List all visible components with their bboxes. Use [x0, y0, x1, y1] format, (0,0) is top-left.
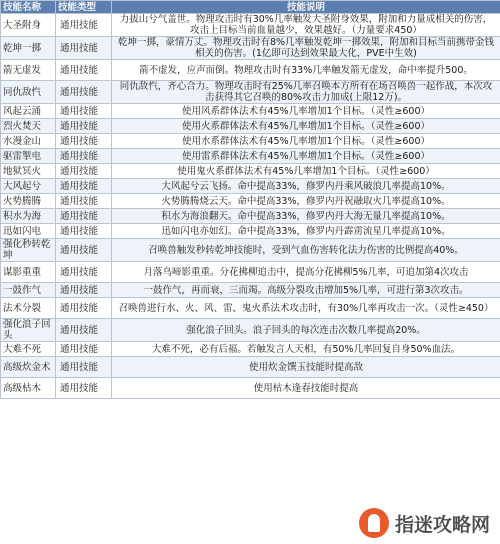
table-row	[1, 283, 500, 298]
header-skill-name: 技能名称	[1, 1, 56, 14]
watermark-text: 指迷攻略网	[394, 513, 490, 536]
skill-type-cell: 通用技能	[56, 37, 112, 60]
skill-type-cell: 通用技能	[56, 104, 112, 119]
skill-desc-cell: 强化浪子回头。浪子回头的每次连击次数几率提高20%。	[112, 319, 500, 342]
skill-name-cell: 乾坤一掷	[1, 37, 56, 60]
table-row	[1, 194, 500, 209]
header-skill-desc: 技能说明	[112, 1, 500, 14]
skill-type-cell: 通用技能	[56, 224, 112, 239]
skill-name-cell: 高级炊金术	[1, 357, 56, 378]
skill-desc-cell: 使用水系群体法术有45%几率增加1个目标。（灵性≥600）	[112, 134, 500, 149]
skill-type-cell: 通用技能	[56, 81, 112, 104]
table-row	[1, 149, 500, 164]
skill-name-cell: 大风起兮	[1, 179, 56, 194]
skill-desc-cell: 同仇敌忾，齐心合力。物理攻击时有25%几率召唤本方所有在场召唤兽一起作战，本次攻击获得其它召唤的80%攻击力加成(上限12万)。	[112, 81, 500, 104]
skill-type-cell: 通用技能	[56, 357, 112, 378]
table-row	[1, 262, 500, 283]
table-row	[1, 239, 500, 262]
skill-type-cell: 通用技能	[56, 14, 112, 37]
table-row	[1, 342, 500, 357]
skill-desc-cell: 召唤兽触发秒转乾坤技能时，受到气血伤害转化法力伤害的比例提高40%。	[112, 239, 500, 262]
table-row	[1, 357, 500, 378]
skill-desc-cell: 使用风系群体法术有45%几率增加1个目标。（灵性≥600）	[112, 104, 500, 119]
skill-type-cell: 通用技能	[56, 262, 112, 283]
skill-name-cell: 地狱冥火	[1, 164, 56, 179]
table-row	[1, 164, 500, 179]
skill-name-cell: 水漫金山	[1, 134, 56, 149]
skill-desc-cell: 火势腾腾烧云天。命中提高33%，修罗内丹祝融取火几率提高10%。	[112, 194, 500, 209]
table-row	[1, 378, 500, 399]
skill-desc-cell: 大风起兮云飞扬。命中提高33%，修罗内丹乘风破浪几率提高10%。	[112, 179, 500, 194]
skill-type-cell: 通用技能	[56, 283, 112, 298]
table-row	[1, 209, 500, 224]
skill-name-cell: 迅如闪电	[1, 224, 56, 239]
skill-type-cell: 通用技能	[56, 342, 112, 357]
table-row	[1, 134, 500, 149]
skill-type-cell: 通用技能	[56, 378, 112, 399]
skill-name-cell: 强化浪子回头	[1, 319, 56, 342]
table-row	[1, 81, 500, 104]
skill-name-cell: 火势腾腾	[1, 194, 56, 209]
skill-name-cell: 驱雷掣电	[1, 149, 56, 164]
table-row	[1, 298, 500, 319]
skill-type-cell: 通用技能	[56, 179, 112, 194]
skill-name-cell: 一鼓作气	[1, 283, 56, 298]
skill-type-cell: 通用技能	[56, 239, 112, 262]
skill-type-cell: 通用技能	[56, 119, 112, 134]
skill-name-cell: 强化秒转乾坤	[1, 239, 56, 262]
skill-type-cell: 通用技能	[56, 194, 112, 209]
table-row	[1, 60, 500, 81]
skill-name-cell: 大难不死	[1, 342, 56, 357]
skill-desc-cell: 箭不虚发，应声而倒。物理攻击时有33%几率触发箭无虚发，命中率提升500。	[112, 60, 500, 81]
skill-name-cell: 谋影重重	[1, 262, 56, 283]
skill-desc-cell: 使用鬼火系群体法术有45%几率增加1个目标。（灵性≥600）	[112, 164, 500, 179]
skill-name-cell: 大圣附身	[1, 14, 56, 37]
skill-desc-cell: 大难不死，必有后福。若触发言人天相，有50%几率回复自身50%血法。	[112, 342, 500, 357]
skill-name-cell: 法术分裂	[1, 298, 56, 319]
skill-desc-cell: 力拔山兮气盖世。物理攻击时有30%几率触发大圣附身效果，附加和力量成相关的伤害，攻击上目标当前血量越少，效果越好。（力量要求450）	[112, 14, 500, 37]
skill-name-cell: 高级枯木	[1, 378, 56, 399]
table-row	[1, 224, 500, 239]
table-row	[1, 37, 500, 60]
skill-desc-cell: 使用火系群体法术有45%几率增加1个目标。（灵性≥600）	[112, 119, 500, 134]
skill-desc-cell: 一鼓作气，再而衰，三而竭。高级分裂攻击增加5%几率，可进行第3次攻击。	[112, 283, 500, 298]
skill-name-cell: 烈火焚天	[1, 119, 56, 134]
skill-desc-cell: 召唤兽进行水、火、风、雷、鬼火系法术攻击时，有30%几率再攻击一次。（灵性≥450）	[112, 298, 500, 319]
skill-name-cell: 风起云涌	[1, 104, 56, 119]
table-row	[1, 319, 500, 342]
skill-desc-cell: 使用炊金馔玉技能时提高敌	[112, 357, 500, 378]
skill-desc-cell: 使用枯木逢春技能时提高	[112, 378, 500, 399]
skill-desc-cell: 迅如闪电亦如幻。命中提高33%，修罗内丹霹雳流星几率提高10%。	[112, 224, 500, 239]
table-row	[1, 179, 500, 194]
table-row	[1, 119, 500, 134]
watermark	[355, 506, 494, 540]
skill-name-cell: 同仇敌忾	[1, 81, 56, 104]
skill-desc-cell: 乾坤一掷，豪情万丈。物理攻击时有8%几率触发乾坤一掷效果，附加和目标当前携带金钱相关的伤害。(1亿即可达到效果最大化，PVE中生效)	[112, 37, 500, 60]
site-logo-icon	[359, 508, 389, 538]
skill-name-cell: 积水为海	[1, 209, 56, 224]
skill-type-cell: 通用技能	[56, 60, 112, 81]
table-row	[1, 14, 500, 37]
skill-type-cell: 通用技能	[56, 298, 112, 319]
skill-type-cell: 通用技能	[56, 149, 112, 164]
skill-type-cell: 通用技能	[56, 209, 112, 224]
table-row	[1, 104, 500, 119]
skill-desc-cell: 使用雷系群体法术有45%几率增加1个目标。（灵性≥600）	[112, 149, 500, 164]
skill-desc-cell: 月落乌啼影重重。分花拂柳追击中，提高分花拂柳5%几率，可追加第4次攻击	[112, 262, 500, 283]
skill-type-cell: 通用技能	[56, 164, 112, 179]
skill-desc-cell: 积水为海浪翻天。命中提高33%，修罗内丹大海无量几率提高10%。	[112, 209, 500, 224]
skill-name-cell: 箭无虚发	[1, 60, 56, 81]
table-header-row	[1, 1, 500, 14]
skill-type-cell: 通用技能	[56, 134, 112, 149]
header-skill-type: 技能类型	[56, 1, 112, 14]
skill-type-cell: 通用技能	[56, 319, 112, 342]
